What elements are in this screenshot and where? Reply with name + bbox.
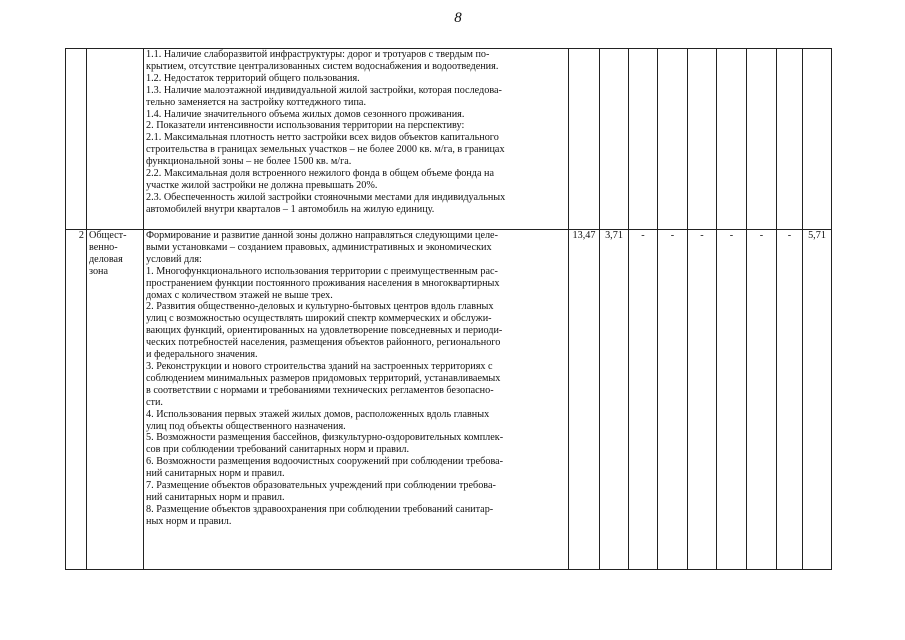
value-cell: 3,71: [600, 230, 629, 570]
text-line: 2.3. Обеспеченность жилой застройки стояночными местами для индивидуальных: [146, 191, 506, 203]
text-line: участке жилой застройки не должна превышать 20%.: [146, 179, 378, 191]
text-line: пространением функции постоянного проживания населения в многоквартирных: [146, 277, 500, 289]
value-cell: [569, 49, 600, 230]
text-line: выми установками – созданием правовых, административных и экономических: [146, 241, 492, 253]
value-cell: [688, 49, 717, 230]
text-line: улиц под объекты общественного назначения.: [146, 420, 346, 432]
text-line: 2.2. Максимальная доля встроенного нежилого фонда в общем объеме фонда на: [146, 168, 495, 180]
value-cell: [600, 49, 629, 230]
page-number: 8: [454, 10, 462, 26]
text-line: 4. Использования первых этажей жилых домов, расположенных вдоль главных: [146, 408, 490, 420]
text-line: и федерального значения.: [146, 349, 258, 361]
value-cell: -: [629, 230, 658, 570]
value-cell: [717, 49, 747, 230]
text-line: 5. Возможности размещения бассейнов, физкультурно-оздоровительных комплек-: [146, 432, 504, 444]
value-cell: -: [747, 230, 777, 570]
text-line: 2.1. Максимальная плотность нетто застройки всех видов объектов капитального: [146, 132, 499, 144]
text-line: 6. Возможности размещения водоочистных сооружений при соблюдении требова-: [146, 456, 504, 468]
zone-name-cell: [87, 49, 144, 230]
zones-table: [65, 48, 832, 570]
text-line: 1.4. Наличие значительного объема жилых домов сезонного проживания.: [146, 108, 465, 120]
text-line: Формирование и развитие данной зоны должно направляться следующими целе-: [146, 230, 498, 241]
table-row: [66, 230, 832, 570]
value-cell: [658, 49, 688, 230]
text-line: 1.2. Недостаток территорий общего пользования.: [146, 72, 360, 84]
text-line: ний санитарных норм и правил.: [146, 468, 285, 480]
text-line: 3. Реконструкции и нового строительства зданий на застроенных территориях с: [146, 360, 493, 372]
text-line: ных норм и правил.: [146, 515, 232, 527]
text-line: ческих потребностей населения, размещения объектов районного, регионального: [146, 337, 501, 349]
text-line: 2. Развития общественно-деловых и культурно-бытовых центров вдоль главных: [146, 301, 494, 313]
table-row: [66, 49, 832, 230]
text-line: условий для:: [146, 253, 202, 265]
text-line: 1. Многофункционального использования территории с преимущественным рас-: [146, 265, 498, 277]
value-cell: [803, 49, 832, 230]
row-number-cell: 2: [66, 230, 87, 570]
value-cell: -: [688, 230, 717, 570]
description-cell: [144, 49, 569, 230]
text-line: 1.1. Наличие слаборазвитой инфраструктуры: дорог и тротуаров с твердым по-: [146, 49, 490, 60]
text-line: улиц с возможностью осуществлять широкий спектр коммерческих и обслужи-: [146, 313, 492, 325]
row-number-cell: [66, 49, 87, 230]
text-line: 1.3. Наличие малоэтажной индивидуальной жилой застройки, которая последова-: [146, 84, 502, 96]
zone-name-line: зона: [89, 265, 109, 277]
text-line: функциональной зоны – не более 1500 кв. м/га.: [146, 156, 352, 168]
text-line: домах с количеством этажей не выше трех.: [146, 289, 333, 301]
text-line: строительства в границах земельных участков – не более 2000 кв. м/га, в границах: [146, 144, 505, 156]
text-line: автомобилей внутри кварталов – 1 автомобиль на жилую единицу.: [146, 203, 435, 215]
zone-name-line: деловая: [89, 253, 123, 265]
value-cell: 5,71: [803, 230, 832, 570]
description-cell: [144, 230, 569, 570]
value-cell: [777, 49, 803, 230]
zone-name-line: Общест-: [89, 230, 127, 241]
text-line: ний санитарных норм и правил.: [146, 491, 285, 503]
text-line: сов при соблюдении требований санитарных норм и правил.: [146, 444, 410, 456]
value-cell: -: [717, 230, 747, 570]
text-line: 2. Показатели интенсивности использования территории на перспективу:: [146, 120, 465, 132]
value-cell: [747, 49, 777, 230]
text-line: 8. Размещение объектов здравоохранения при соблюдении требований санитар-: [146, 503, 494, 515]
text-line: вающих функций, ориентированных на удовлетворение повседневных и периоди-: [146, 325, 503, 337]
value-cell: 13,47: [569, 230, 600, 570]
text-line: крытием, отсутствие централизованных систем водоснабжения и водоотведения.: [146, 60, 499, 72]
text-line: тельно заменяется на застройку коттеджного типа.: [146, 96, 366, 108]
value-cell: -: [658, 230, 688, 570]
zone-name-cell: [87, 230, 144, 570]
text-line: в соответствии с нормами и требованиями технических регламентов безопасно-: [146, 384, 494, 396]
text-line: 7. Размещение объектов образовательных учреждений при соблюдении требова-: [146, 480, 496, 492]
value-cell: -: [777, 230, 803, 570]
value-cell: [629, 49, 658, 230]
zone-name-line: венно-: [89, 241, 118, 253]
text-line: сти.: [146, 396, 163, 408]
text-line: соблюдением минимальных размеров придомовых территорий, устанавливаемых: [146, 372, 501, 384]
